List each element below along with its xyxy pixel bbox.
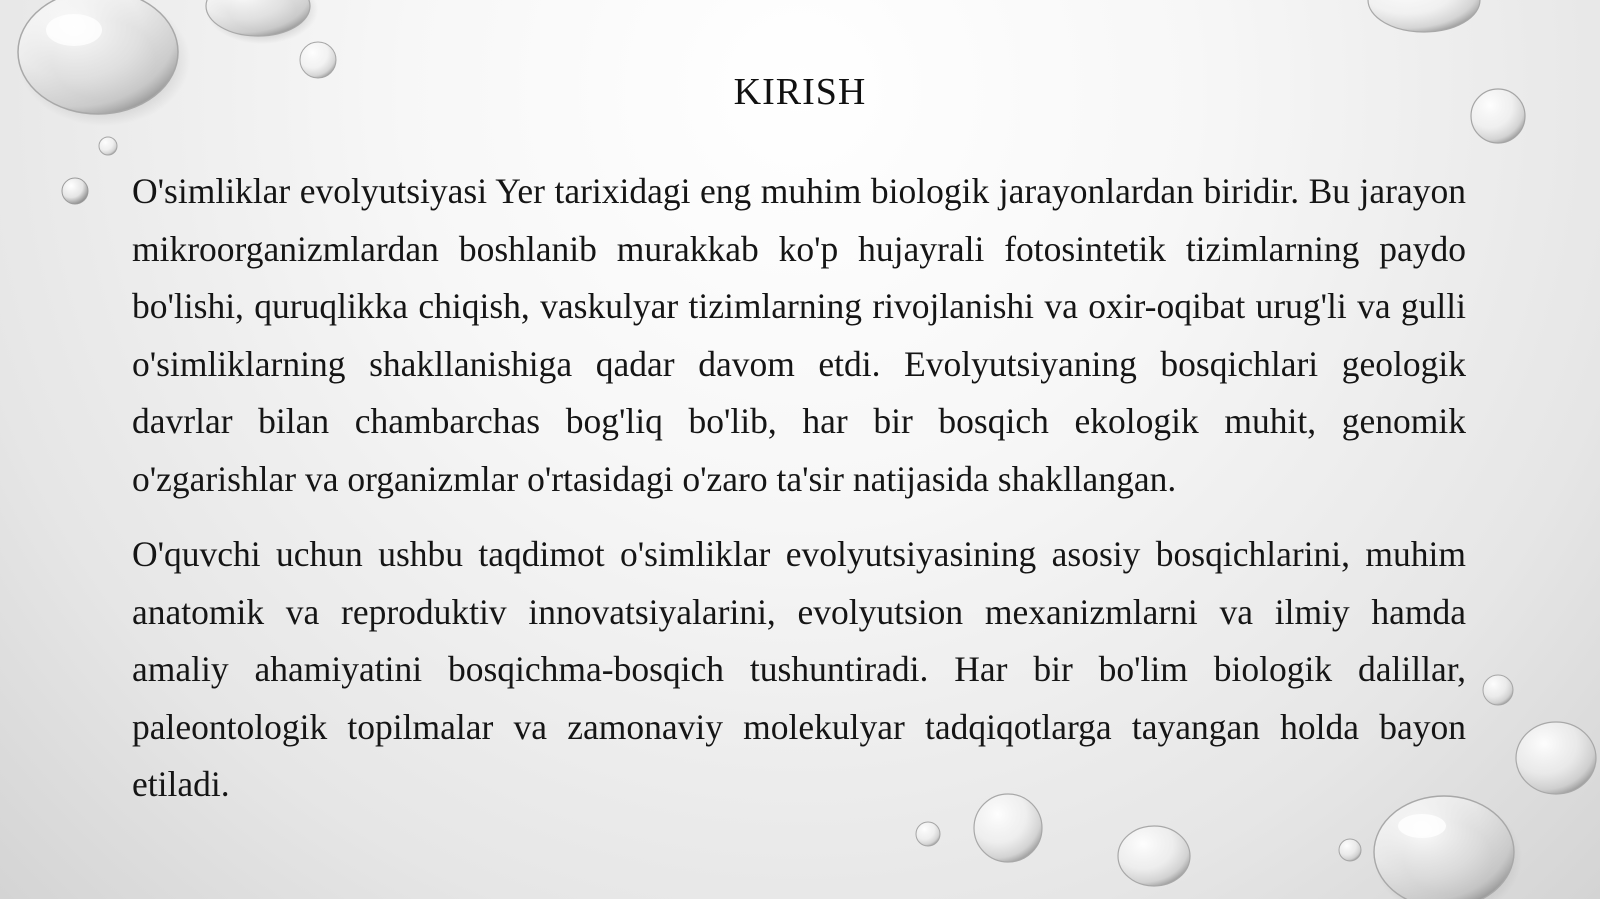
- bullet-droplet-icon: [60, 176, 90, 206]
- droplet: [206, 0, 310, 36]
- droplet: [99, 137, 117, 155]
- slide-title: KIRISH: [733, 71, 867, 113]
- paragraph-overview: O'quvchi uchun ushbu taqdimot o'simliklar evolyutsiyasining asosiy bosqichlarini, muhim anatomik va reproduktiv innovatsiyalarini, evolyutsion mexanizmlarni va ilmiy hamda amaliy ahamiyatini bosqichma-bosqich tushuntiradi. Har bir bo'lim biologik dalillar, paleontologik topilmalar va zamonaviy molekulyar tadqiqotlarga tayangan holda bayon etiladi.: [132, 534, 1466, 804]
- droplet: [1339, 839, 1361, 861]
- droplet: [1516, 722, 1596, 794]
- droplet: [1118, 826, 1190, 886]
- paragraph-intro: O'simliklar evolyutsiyasi Yer tarixidagi eng muhim biologik jarayonlardan biridir. Bu jarayon mikroorganizmlardan boshlanib murakkab ko'p hujayrali fotosintetik tizimlarning paydo bo'lishi, quruqlikka chiqish, vaskulyar tizimlarning rivojlanishi va oxir-oqibat urug'li va gulli o'simliklarning shakllanishiga qadar davom etdi. Evolyutsiyaning bosqichlari geologik davrlar bilan chambarchas bog'liq bo'lib, har bir bosqich ekologik muhit, genomik o'zgarishlar va organizmlar o'rtasidagi o'zaro ta'sir natijasida shakllangan.: [132, 171, 1466, 499]
- droplet: [1483, 675, 1513, 705]
- slide-body: [132, 163, 1466, 832]
- droplet: [1368, 0, 1480, 32]
- droplet: [206, 0, 318, 44]
